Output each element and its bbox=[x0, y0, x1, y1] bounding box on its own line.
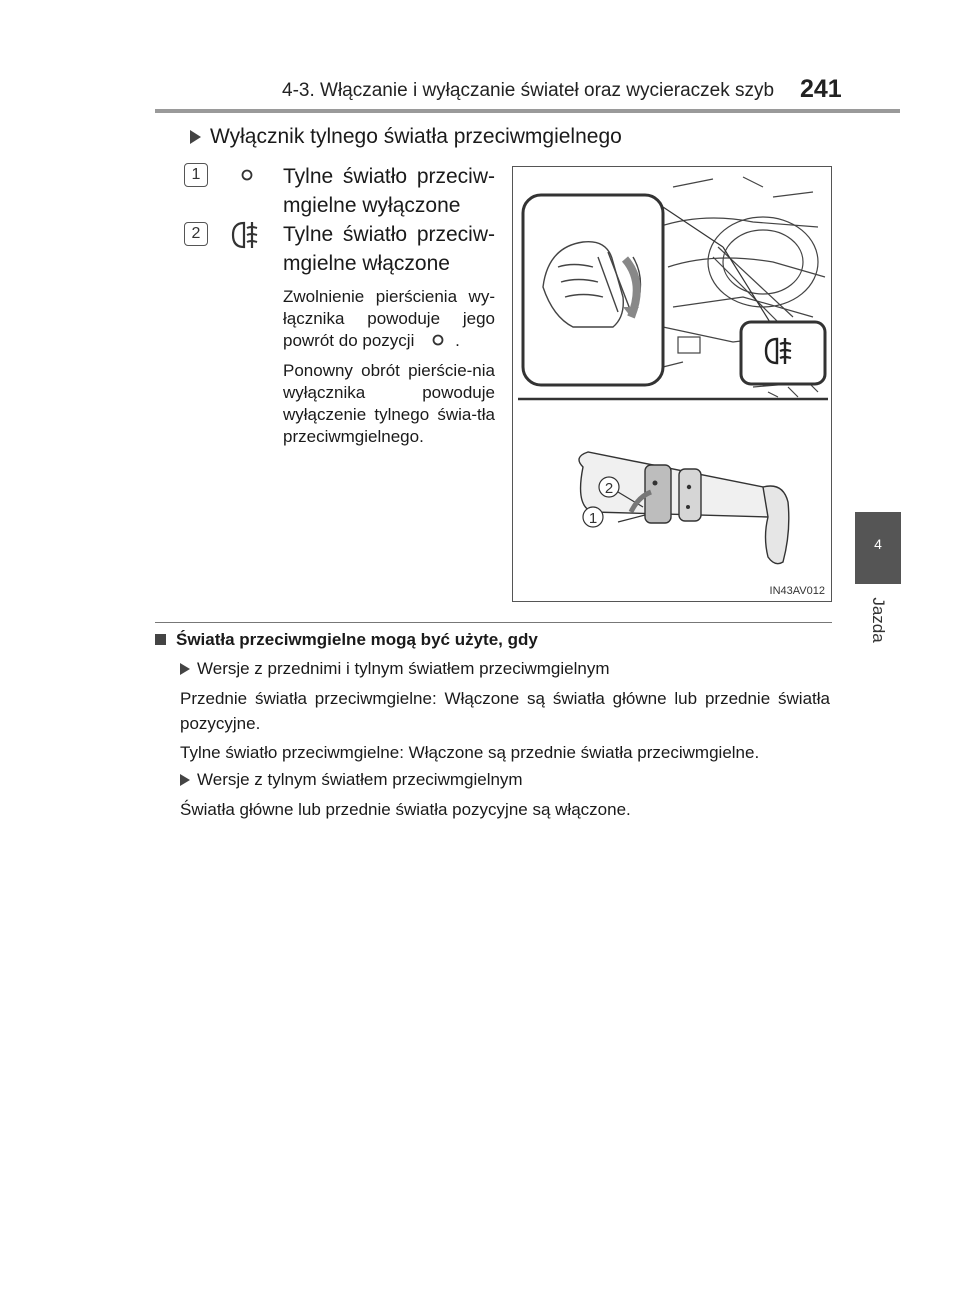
fog-switch-illustration bbox=[513, 167, 832, 602]
header-divider bbox=[155, 109, 900, 113]
triangle-bullet-icon bbox=[180, 774, 190, 786]
callout-1: 1 bbox=[588, 510, 598, 527]
callout-2: 2 bbox=[604, 480, 614, 497]
figure-code: IN43AV012 bbox=[769, 585, 825, 597]
info-heading-text: Światła przeciwmgielne mogą być użyte, gdy bbox=[176, 630, 538, 649]
section-heading-text: Wyłącznik tylnego światła przeciwmgielnego bbox=[210, 125, 622, 148]
section-divider bbox=[155, 622, 832, 623]
info-heading bbox=[155, 630, 538, 650]
section-heading bbox=[190, 125, 622, 149]
square-bullet-icon bbox=[155, 634, 166, 645]
chapter-label-text: Jazda bbox=[869, 597, 888, 643]
item-1-label: Tylne światło przeciw-mgielne wyłączone bbox=[283, 165, 495, 217]
item-2-note-2: Ponowny obrót pierście-nia wyłącznika powoduje wyłączenie tylnego świa-tła przeciwmgielnego. bbox=[283, 361, 495, 446]
item-number-badge: 1 bbox=[184, 163, 208, 187]
page-header-title: 4-3. Włączanie i wyłączanie świateł oraz wycieraczek szyb bbox=[282, 80, 775, 101]
off-circle-icon bbox=[240, 168, 254, 182]
item-2-label: Tylne światło przeciw-mgielne włączone bbox=[283, 223, 495, 275]
chapter-tab bbox=[855, 512, 901, 584]
rear-fog-lamp-icon bbox=[230, 219, 266, 251]
item-2-note-1: Zwolnienie pierścienia wy-łącznika powoduje jego powrót do pozycji . bbox=[283, 287, 495, 350]
info-paragraph-3: Światła główne lub przednie światła pozycyjne są włączone. bbox=[180, 800, 631, 819]
page-number: 241 bbox=[800, 75, 842, 103]
item-1-text bbox=[283, 162, 495, 220]
triangle-bullet-icon bbox=[190, 130, 201, 144]
illustration-figure bbox=[512, 166, 832, 602]
chapter-label bbox=[866, 590, 890, 650]
item-number-badge: 2 bbox=[184, 222, 208, 246]
triangle-bullet-icon bbox=[180, 663, 190, 675]
info-paragraph-1: Przednie światła przeciwmgielne: Włączone są światła główne lub przednie światła pozycyjne. bbox=[180, 689, 830, 733]
chapter-number: 4 bbox=[874, 536, 882, 552]
item-2-text bbox=[283, 220, 495, 448]
off-circle-icon bbox=[431, 333, 445, 347]
info-subheading-1: Wersje z przednimi i tylnym światłem przeciwmgielnym bbox=[180, 656, 830, 681]
info-paragraph-2: Tylne światło przeciwmgielne: Włączone są przednie światła przeciwmgielne. bbox=[180, 743, 760, 762]
info-subheading-2: Wersje z tylnym światłem przeciwmgielnym bbox=[180, 767, 830, 792]
